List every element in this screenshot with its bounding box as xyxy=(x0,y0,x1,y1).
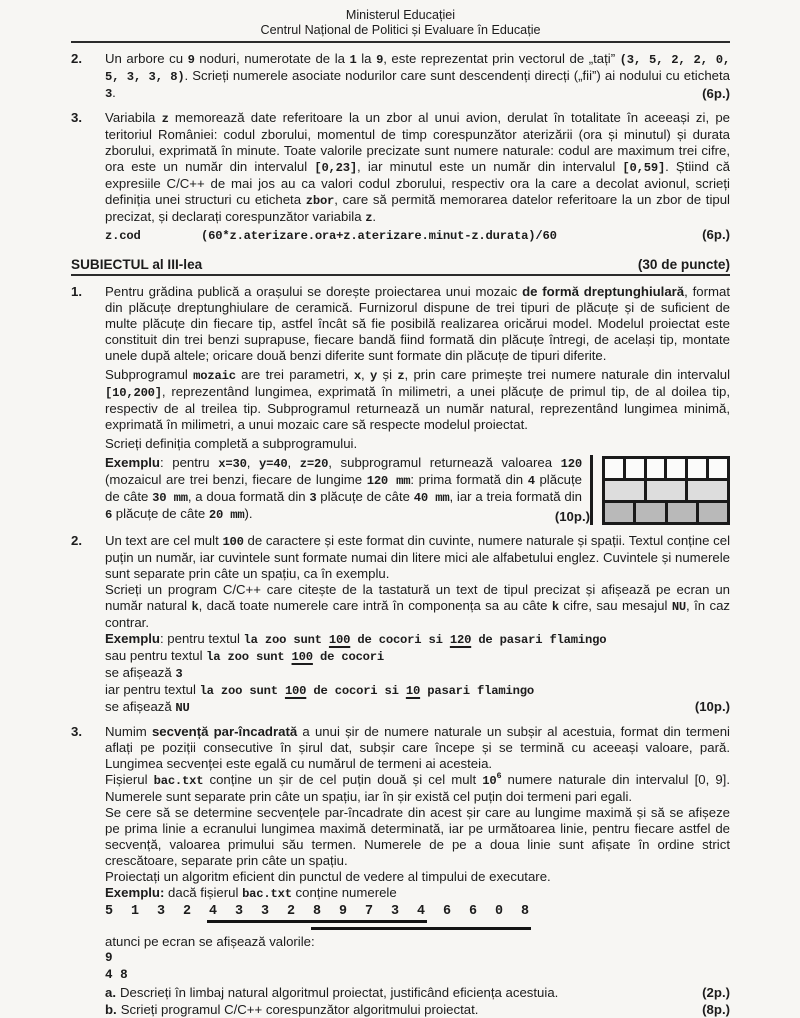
question-II-2 xyxy=(71,51,730,102)
question-III-1 xyxy=(71,284,730,525)
subitem-a-label: a. xyxy=(105,985,116,1000)
question-text: Numim secvență par-încadrată a unui șir de numere naturale un subșir al acestuia, format din termeni aflați pe poziții consecutive în șirul dat, subșir care începe și se termină cu aceeași valoare, pară. Lungimea secvenței este egală cu numărul de termeni ai acesteia. xyxy=(105,724,730,771)
mosaic-band xyxy=(605,478,727,500)
subitem-b-label: b. xyxy=(105,1002,117,1017)
example-text xyxy=(105,455,590,525)
example-block xyxy=(105,455,730,525)
question-III-3 xyxy=(71,724,730,1018)
example-sequence xyxy=(105,904,730,934)
example-paragraph: Exemplu: pentru x=30, y=40, z=20, subprogramul returnează valoarea 120 (mozaicul are trei benzi, fiecare de lungime 120 mm: prima formată din 4 plăcuțe de câte 30 mm, a doua formată din 3 plăcuțe de câte 40 mm, iar a treia formată din 6 plăcuțe de câte 20 mm). xyxy=(105,455,583,522)
question-II-3 xyxy=(71,110,730,244)
mosaic-cell xyxy=(605,503,636,522)
example-line: se afișează NU (10p.) xyxy=(105,699,730,715)
mosaic-cell xyxy=(647,481,689,500)
question-text: atunci pe ecran se afișează valorile: xyxy=(105,934,315,949)
header-ministry: Ministerul Educației xyxy=(345,8,456,22)
sequence-number: 3 xyxy=(261,904,270,919)
sequence-number: 3 xyxy=(235,904,244,919)
question-text: Scrieți definiția completă a subprogramului. xyxy=(105,436,358,451)
points-badge: (10p.) xyxy=(694,699,730,714)
sequence-number: 6 xyxy=(469,904,478,919)
sequence-number: 2 xyxy=(287,904,296,919)
question-text: Subprogramul mozaic are trei parametri, x, y și z, prin care primește trei numere naturale din intervalul [10,200], reprezentând lungimea, exprimată în milimetri, a unei plăcuțe de primul tip, de al doilea tip, respectiv de al treilea tip. Subprogramul returnează un număr natural, reprezentând lungimea minimă, exprimată în milimetri, a unui mozaic care să respecte modelul proiectat. xyxy=(105,367,731,432)
subitem-b-text: Scrieți programul C/C++ corespunzător algoritmului proiectat. xyxy=(120,1002,479,1017)
sequence-number: 3 xyxy=(391,904,400,919)
sequence-underline xyxy=(311,927,531,930)
question-number: 2. xyxy=(71,533,82,548)
sequence-number: 3 xyxy=(157,904,166,919)
subitem-a xyxy=(105,985,730,1001)
question-text: Un arbore cu 9 noduri, numerotate de la 1 la 9, este reprezentat prin vectorul de „tați” (3, 5, 2, 2, 0, 5, 3, 3, 8). Scrieți numerele asociate nodurilor care sunt descendenți direcți („fii”) ai nodului cu eticheta 3. xyxy=(105,51,730,101)
example-intro: Exemplu: dacă fișierul bac.txt conține numerele xyxy=(105,885,397,901)
example-line: iar pentru textul la zoo sunt 100 de cocori si 10 pasari flamingo xyxy=(105,682,534,698)
mosaic-cell xyxy=(667,459,688,478)
section-heading xyxy=(71,257,730,276)
sequence-number: 9 xyxy=(339,904,348,919)
example-block xyxy=(105,631,730,716)
mosaic-band xyxy=(605,459,727,478)
sequence-number: 0 xyxy=(495,904,504,919)
sequence-number: 8 xyxy=(313,904,322,919)
question-number: 3. xyxy=(71,724,82,739)
question-text: Scrieți un program C/C++ care citește de la tastatură un text de tipul precizat și afișează pe ecran un număr natural k, dacă toate numerele care intră în componența sa au câte k cifre, sau mesajul NU, în caz contrar. xyxy=(105,582,731,630)
code-expression: (60*z.aterizare.ora+z.aterizare.minut-z.durata)/60 xyxy=(201,229,557,243)
points-badge: (2p.) xyxy=(702,985,730,1000)
question-text: Proiectați un algoritm eficient din punctul de vedere al timpului de executare. xyxy=(105,869,551,884)
mosaic-cell xyxy=(626,459,647,478)
code-line xyxy=(105,227,730,244)
points-badge: (8p.) xyxy=(702,1002,730,1017)
sequence-number: 4 xyxy=(417,904,426,919)
question-text: Fișierul bac.txt conține un șir de cel puțin două și cel mult $10^6$ numere naturale din intervalul [0, 9]. Numerele sunt separate prin câte un spațiu, iar în șir există cel puțin doi termeni pari egali. xyxy=(105,771,730,804)
output-line: 9 xyxy=(105,951,113,965)
section-title: SUBIECTUL al III-lea xyxy=(71,257,203,272)
header-center: Centrul Național de Politici și Evaluare în Educație xyxy=(260,23,541,37)
mosaic-cell xyxy=(605,481,647,500)
question-number: 1. xyxy=(71,284,82,299)
code-variable: z.cod xyxy=(105,229,141,243)
mosaic-band xyxy=(605,500,727,522)
points-badge: (10p.) xyxy=(554,509,590,524)
question-text: Un text are cel mult 100 de caractere și este format din cuvinte, numere naturale și spații. Textul conține cel puțin un număr, iar cuvintele sunt formate numai din litere mici ale alfabetului englez. Cuvintele și numerele sunt separate prin câte un spațiu, ca în exemplu. xyxy=(105,533,730,581)
mosaic-cell xyxy=(699,503,727,522)
subitem-a-text: Descrieți în limbaj natural algoritmul proiectat, justificând eficiența acestuia. xyxy=(120,985,559,1000)
mosaic-figure xyxy=(602,456,730,525)
example-line: Exemplu: pentru textul la zoo sunt 100 de cocori si 120 de pasari flamingo xyxy=(105,631,607,647)
page-header xyxy=(71,8,730,43)
example-line: se afișează 3 xyxy=(105,665,183,681)
sequence-number: 8 xyxy=(521,904,530,919)
mosaic-cell xyxy=(688,459,709,478)
question-text: Se cere să se determine secvențele par-încadrate din acest șir care au lungime maximă și să se afișeze pe prima linie a ecranului lungimea maximă determinată, iar pe următoarea linie, pentru fiecare astfel de secvență, valoarea primului său termen. Numerele de pe a doua linie sunt afișate în ordine strict crescătoare, separate prin câte un spațiu. xyxy=(105,805,730,868)
sequence-underline xyxy=(207,920,427,923)
sequence-number: 4 xyxy=(209,904,218,919)
sequence-number: 7 xyxy=(365,904,374,919)
question-text: Variabila z memorează date referitoare la un zbor al unui avion, derulat în totalitate în aceeași zi, pe teritoriul României: codul zborului, momentul de timp corespunzător aterizării (ora și minutul) și durata zborului, exprimată în minute. Toate valorile precizate sunt numere naturale: codul are maximum trei cifre, ora este un număr din intervalul [0,23], iar minutul este un număr din intervalul [0,59]. Știind că expresiile C/C++ de mai jos au ca valori codul zborului, respectiv ora la care a decolat avionul, scrieți definiția unei structuri cu eticheta zbor, care să permită memorarea datelor referitoare la un zbor de tipul precizat, și declarați corespunzător variabila z. xyxy=(105,110,731,225)
mosaic-cell xyxy=(688,481,727,500)
mosaic-cell xyxy=(709,459,727,478)
sequence-number: 6 xyxy=(443,904,452,919)
question-text: Pentru grădina publică a orașului se dorește proiectarea unui mozaic de formă dreptunghiulară, format din plăcuțe dreptunghiulare de ceramică. Furnizorul dispune de trei tipuri de plăcuțe și de suficient de multe plăcuțe din fiecare tip, astfel încât să fie posibilă realizarea oricărui model. Modelul proiectat este constituit din trei benzi suprapuse, fiecare bandă fiind formată din plăcuțe întregi, de același tip, montate unele după altele; oricare două benzi diferite sunt formate din plăcuțe de tipuri diferite. xyxy=(105,284,731,363)
output-line: 4 8 xyxy=(105,968,128,982)
example-line: sau pentru textul la zoo sunt 100 de cocori xyxy=(105,648,385,664)
points-badge: (6p.) xyxy=(702,86,730,101)
mosaic-cell xyxy=(647,459,668,478)
sequence-number: 1 xyxy=(131,904,140,919)
points-badge: (6p.) xyxy=(702,227,730,242)
mosaic-cell xyxy=(605,459,626,478)
sequence-number: 5 xyxy=(105,904,114,919)
section-points: (30 de puncte) xyxy=(637,257,730,272)
question-III-2 xyxy=(71,533,730,716)
example-divider xyxy=(590,455,593,525)
mosaic-cell xyxy=(668,503,699,522)
subitem-b xyxy=(105,1002,730,1018)
question-number: 2. xyxy=(71,51,82,66)
sequence-number: 2 xyxy=(183,904,192,919)
question-number: 3. xyxy=(71,110,82,125)
mosaic-cell xyxy=(636,503,667,522)
